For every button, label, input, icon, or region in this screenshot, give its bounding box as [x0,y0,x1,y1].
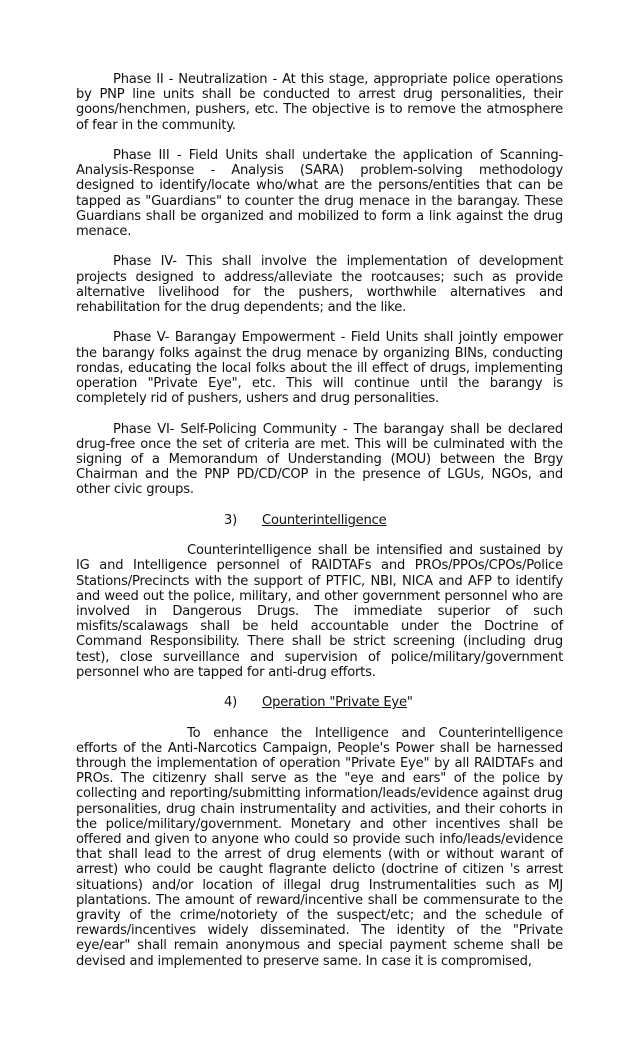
phase-3-paragraph [76,148,563,239]
phase-5-title: Phase V- Barangay Empowerment - [113,330,346,346]
phase-4-paragraph [76,254,563,315]
phase-5-paragraph [76,330,563,406]
document-page [76,72,563,984]
phase-5-text: Field Units shall jointly empower the barangy folks against the drug menace by organizing BINs, conducting rondas, educating the local folks about the ill effect of drugs, implementing operation "Private Eye", etc. This will continue until the barangy is completely rid of pushers, ushers and drug personalities. [76,330,564,407]
section-4-title: Operation "Private Eye [262,695,407,711]
section-4-number: 4) [224,695,238,711]
phase-2-paragraph [76,72,563,133]
phase-3-text: shall undertake the application of Scanning-Analysis-Response - Analysis (SARA) problem-solving methodology designed to identify/locate who/what are the persons/entities that can be tapped as "Guardians" to counter the drug menace in the barangay. These Guardians shall be organized and mobilized to form a link against the drug menace. [76,148,564,240]
section-3-number: 3) [224,512,238,528]
section-4-title-tail: " [406,695,413,711]
phase-2-text: At this stage, appropriate police operations by PNP line units shall be conducted to arrest drug personalities, their goons/henchmen, pushers, etc. The objective is to remove the atmosphere of fear in the community. [76,72,563,133]
section-4-heading [76,695,563,710]
phase-2-title: Phase II - Neutralization - [113,72,278,87]
phase-6-title: Phase VI- Self-Policing Community - [113,421,348,437]
section-4-paragraph: To enhance the Intelligence and Counterintelligence efforts of the Anti-Narcotics Campaign, People's Power shall be harnessed through the implementation of operation "Private Eye" by all RAIDTAFs and PROs. The citizenry shall serve as the "eye and ears" of the police by collecting and reporting/submitting information/leads/evidence against drug personalities, drug chain instrumentality and activities, and their cohorts in the police/military/government. Monetary and other incentives shall be offered and given to anyone who could so provide such info/leads/evidence that shall lead to the arrest of drug elements (with or without warant of arrest) who could be caught flagrante delicto (doctrine of citizen 's arrest situations) and/or location of illegal drug Instrumentalities such as MJ plantations. The amount of reward/incentive shall be commensurate to the gravity of the crime/notoriety of the suspect/etc; and the schedule of rewards/incentives widely disseminated. The identity of the "Private eye/ear" shall remain anonymous and special payment scheme shall be devised and implemented to preserve same. In case it is compromised, [76,725,563,969]
phase-3-title: Phase III - Field Units [113,148,258,163]
section-3-heading [76,513,563,528]
phase-4-text: This shall involve the implementation of development projects designed to address/alleviate the rootcauses; such as provide alternative livelihood for the pushers, worthwhile alternatives and rehabilitation for the drug dependents; and the like. [76,254,563,316]
phase-6-text: The barangay shall be declared drug-free once the set of criteria are met. This will be culminated with the signing of a Memorandum of Understanding (MOU) between the Brgy Chairman and the PNP PD/CD/COP in the presence of LGUs, NGOs, and other civic groups. [76,421,563,498]
phase-6-paragraph [76,422,563,498]
section-3-title: Counterintelligence [262,512,387,528]
phase-4-title: Phase IV- [113,254,177,270]
section-3-paragraph: Counterintelligence shall be intensified and sustained by IG and Intelligence personnel of RAIDTAFs and PROs/PPOs/CPOs/Police Stations/Precincts with the support of PTFIC, NBI, NICA and AFP to identify and weed out the police, military, and other government personnel who are involved in Dangerous Drugs. The immediate superior of such misfits/scalawags shall be held accountable under the Doctrine of Command Responsibility. There shall be strict screening (including drug test), close surveillance and supervision of police/military/government personnel who are tapped for anti-drug efforts. [76,543,563,680]
